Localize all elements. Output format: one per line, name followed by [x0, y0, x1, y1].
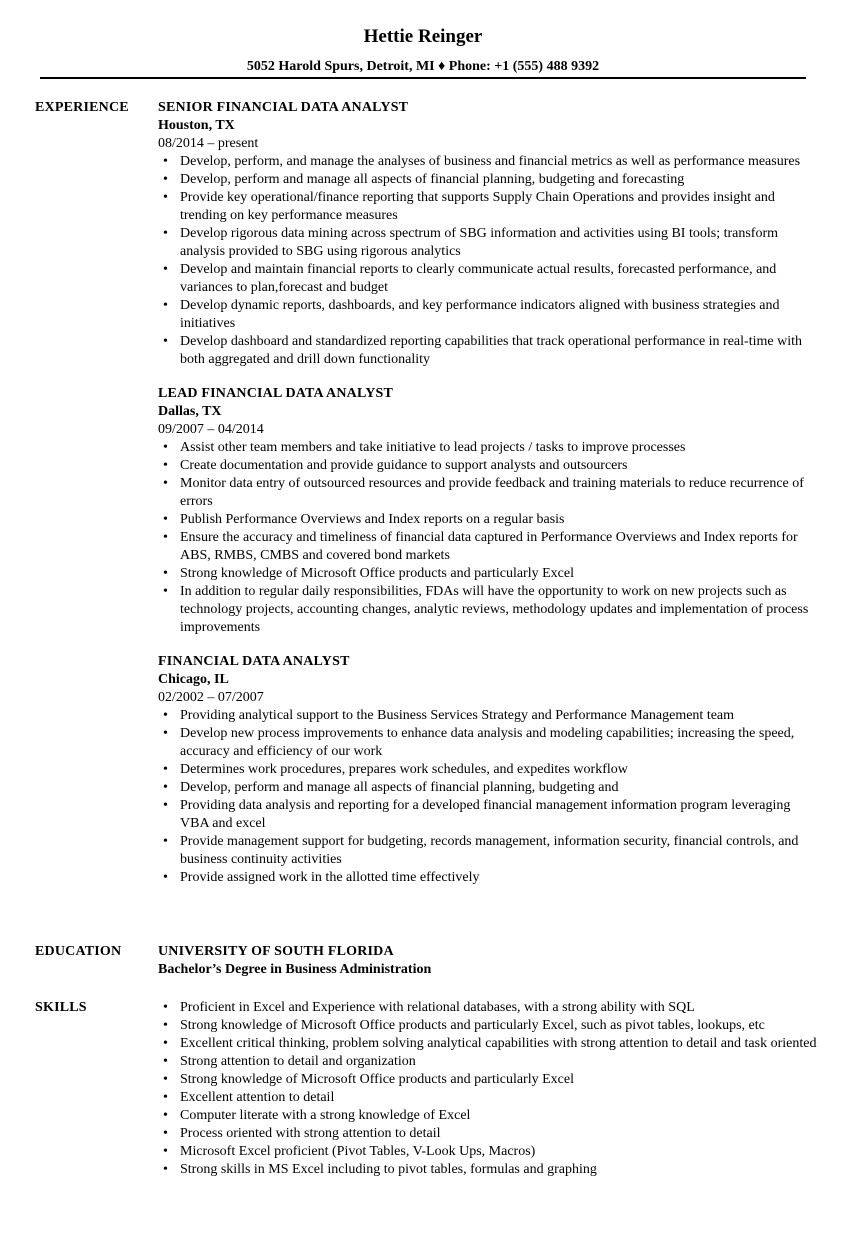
- job-bullets: [158, 707, 818, 887]
- skill-item: • Process oriented with strong attention to detail: [158, 1125, 818, 1143]
- bullet-item: • Determines work procedures, prepares work schedules, and expedites workflow: [158, 761, 818, 779]
- bullet-item: • In addition to regular daily responsibilities, FDAs will have the opportunity to work on new projects such as technology projects, accounting changes, analytic reviews, methodology updates and implementation of process improvements: [158, 583, 818, 637]
- education-degree: Bachelor’s Degree in Business Administration: [158, 962, 432, 977]
- bullet-item: • Develop, perform and manage all aspects of financial planning, budgeting and: [158, 779, 818, 797]
- job-bullets: [158, 153, 818, 369]
- education-heading: EDUCATION: [35, 944, 122, 959]
- bullet-item: • Provide assigned work in the allotted time effectively: [158, 869, 818, 887]
- job-bullets: [158, 439, 818, 637]
- bullet-item: • Develop and maintain financial reports to clearly communicate actual results, forecasted performance, and variances to plan,forecast and budget: [158, 261, 818, 297]
- skill-item: • Excellent critical thinking, problem solving analytical capabilities with strong attention to detail and task oriented: [158, 1035, 818, 1053]
- job-title: SENIOR FINANCIAL DATA ANALYST: [158, 100, 409, 115]
- bullet-item: • Assist other team members and take initiative to lead projects / tasks to improve processes: [158, 439, 818, 457]
- header-divider: [40, 77, 806, 79]
- skill-item: • Strong attention to detail and organization: [158, 1053, 818, 1071]
- skill-item: • Excellent attention to detail: [158, 1089, 818, 1107]
- bullet-item: • Develop dashboard and standardized reporting capabilities that track operational performance in real-time with both aggregated and drill down functionality: [158, 333, 818, 369]
- job-entry: [158, 385, 818, 637]
- job-dates: 08/2014 – present: [158, 136, 259, 151]
- job-location: Houston, TX: [158, 118, 235, 133]
- skill-item: • Strong knowledge of Microsoft Office products and particularly Excel: [158, 1071, 818, 1089]
- bullet-item: • Providing analytical support to the Business Services Strategy and Performance Management team: [158, 707, 818, 725]
- experience-heading: EXPERIENCE: [35, 100, 129, 115]
- bullet-item: • Publish Performance Overviews and Index reports on a regular basis: [158, 511, 818, 529]
- skills-heading: SKILLS: [35, 1000, 87, 1015]
- bullet-item: • Create documentation and provide guidance to support analysts and outsourcers: [158, 457, 818, 475]
- skills-body: [158, 999, 818, 1179]
- bullet-item: • Ensure the accuracy and timeliness of financial data captured in Performance Overviews and Index reports for ABS, RMBS, CMBS and covered bond markets: [158, 529, 818, 565]
- skill-item: • Strong skills in MS Excel including to pivot tables, formulas and graphing: [158, 1161, 818, 1179]
- skill-item: • Computer literate with a strong knowledge of Excel: [158, 1107, 818, 1125]
- skill-item: • Proficient in Excel and Experience with relational databases, with a strong ability with SQL: [158, 999, 818, 1017]
- job-entry: [158, 653, 818, 887]
- bullet-item: • Develop, perform and manage all aspects of financial planning, budgeting and forecasting: [158, 171, 818, 189]
- job-location: Chicago, IL: [158, 672, 229, 687]
- skill-item: • Strong knowledge of Microsoft Office products and particularly Excel, such as pivot tables, lookups, etc: [158, 1017, 818, 1035]
- job-entry: [158, 99, 818, 369]
- education-school: UNIVERSITY OF SOUTH FLORIDA: [158, 944, 394, 959]
- bullet-item: • Provide management support for budgeting, records management, information security, financial controls, and business continuity activities: [158, 833, 818, 869]
- bullet-item: • Develop, perform, and manage the analyses of business and financial metrics as well as performance measures: [158, 153, 818, 171]
- candidate-name: Hettie Reinger: [363, 26, 483, 47]
- job-title: LEAD FINANCIAL DATA ANALYST: [158, 386, 394, 401]
- skills-list: [158, 999, 818, 1179]
- job-dates: 02/2002 – 07/2007: [158, 690, 264, 705]
- skill-item: • Microsoft Excel proficient (Pivot Tables, V-Look Ups, Macros): [158, 1143, 818, 1161]
- experience-body: [158, 99, 818, 903]
- bullet-item: • Providing data analysis and reporting for a developed financial management information program leveraging VBA and excel: [158, 797, 818, 833]
- job-dates: 09/2007 – 04/2014: [158, 422, 264, 437]
- bullet-item: • Develop new process improvements to enhance data analysis and modeling capabilities; increasing the speed, accuracy and efficiency of our work: [158, 725, 818, 761]
- bullet-item: • Monitor data entry of outsourced resources and provide feedback and training materials to reduce recurrence of errors: [158, 475, 818, 511]
- job-title: FINANCIAL DATA ANALYST: [158, 654, 350, 669]
- bullet-item: • Provide key operational/finance reporting that supports Supply Chain Operations and provides insight and trending on key performance measures: [158, 189, 818, 225]
- bullet-item: • Develop dynamic reports, dashboards, and key performance indicators aligned with business strategies and initiatives: [158, 297, 818, 333]
- contact-line: 5052 Harold Spurs, Detroit, MI ♦ Phone: +1 (555) 488 9392: [246, 59, 600, 74]
- resume-header: [0, 25, 846, 76]
- bullet-item: • Develop rigorous data mining across spectrum of SBG information and activities using BI tools; transform analysis provided to SBG using rigorous analytics: [158, 225, 818, 261]
- education-body: [158, 943, 818, 979]
- bullet-item: • Strong knowledge of Microsoft Office products and particularly Excel: [158, 565, 818, 583]
- job-location: Dallas, TX: [158, 404, 222, 419]
